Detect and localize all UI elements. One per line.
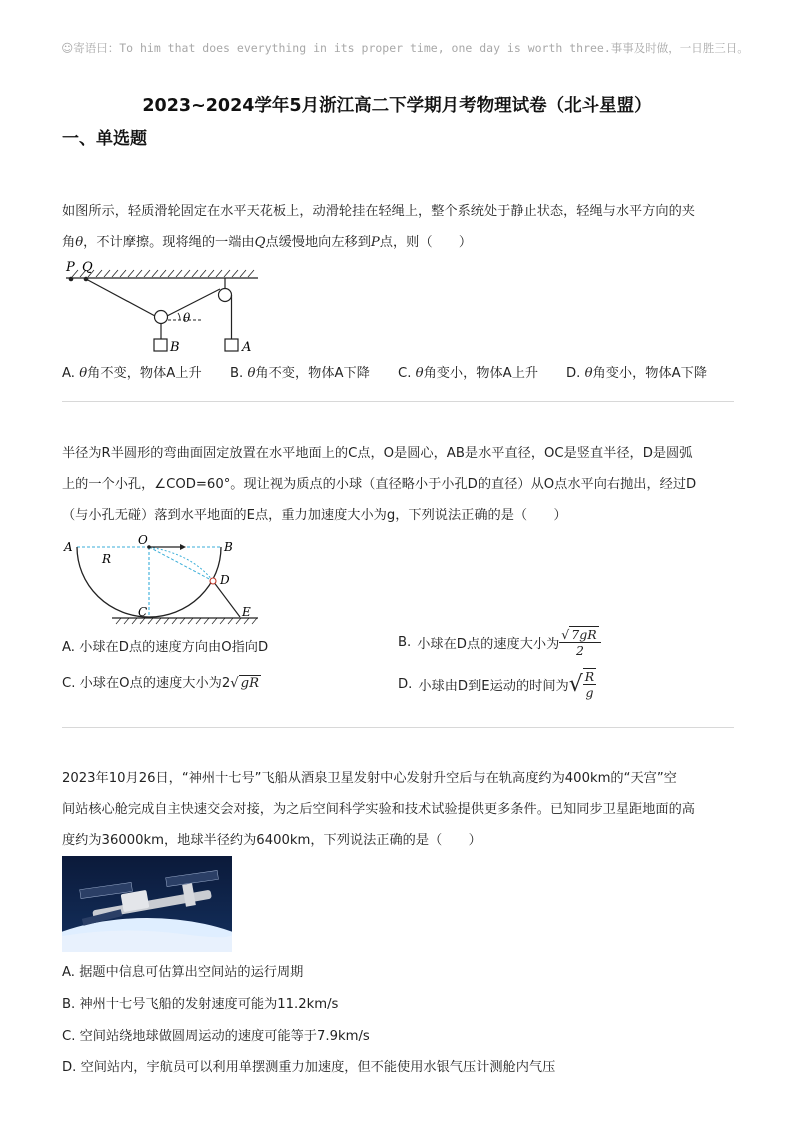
label-q: Q — [82, 260, 93, 275]
q2-option-a[interactable]: A. 小球在D点的速度方向由O指向D — [62, 640, 269, 655]
q3-option-b[interactable]: B. 神州十七号飞船的发射速度可能为11.2km/s — [62, 997, 339, 1012]
label-theta: θ — [183, 311, 191, 325]
section-heading: 一、单选题 — [62, 129, 147, 149]
label-a: A — [242, 340, 252, 355]
divider — [62, 401, 734, 402]
divider — [62, 727, 734, 728]
q1-option-a[interactable]: A. θ角不变，物体A上升 — [62, 366, 202, 381]
q2-option-d[interactable]: D. 小球由D到E运动的时间为 √ $\frac{R}{g}$ — [398, 669, 595, 700]
q2-option-b[interactable]: B. 小球在D点的速度大小为 $\frac{√ 7gR}{2}$ — [398, 626, 601, 658]
q3-option-a[interactable]: A. 据题中信息可估算出空间站的运行周期 — [62, 965, 304, 980]
pulley-figure — [62, 256, 262, 356]
question-2-stem: 半径为R半圆形的弯曲面固定放置在水平地面上的C点，O是圆心，AB是水平直径，OC是竖直半径，D是圆弧 上的一个小孔，∠COD=60°。现让视为质点的小球（直径略小于小孔D的直径）从O点水平向右抛出，经过D （与小孔无碰）落到水平地面的E点，重力加速度大小为g，下列说法正确的是（ ） — [62, 446, 697, 523]
label-c: C — [138, 605, 148, 619]
page-title: 2023~2024学年5月浙江高二下学期月考物理试卷（北斗星盟） — [142, 96, 652, 116]
q1-option-b[interactable]: B. θ角不变，物体A下降 — [230, 366, 370, 381]
label-a: A — [64, 540, 73, 554]
motto-text: ☺寄语曰：To him that does everything in its proper time, one day is worth three.事事及时做，一日胜三日。 — [61, 41, 749, 55]
semicircle-figure — [62, 532, 262, 630]
label-o: O — [138, 533, 148, 547]
smile-icon: ☺ — [61, 41, 74, 55]
q1-option-d[interactable]: D. θ角变小，物体A下降 — [566, 366, 708, 381]
q2-option-c[interactable]: C. 小球在O点的速度大小为2√ gR — [62, 676, 260, 691]
label-b: B — [170, 340, 180, 355]
label-p: P — [66, 260, 75, 275]
label-b: B — [224, 540, 233, 554]
question-3-stem: 2023年10月26日，“神州十七号”飞船从酒泉卫星发射中心发射升空后与在轨高度约为400km的“天宫”空 间站核心舱完成自主快速交会对接，为之后空间科学实验和技术试验提供更多条件。已知同步卫星距地面的高 度约为36000km，地球半径约为6400km，下列说法正确的是（ ） — [62, 771, 695, 848]
label-d: D — [220, 573, 230, 587]
q1-option-c[interactable]: C. θ角变小，物体A上升 — [398, 366, 539, 381]
label-e: E — [242, 605, 251, 619]
label-r: R — [102, 552, 112, 566]
q3-option-c[interactable]: C. 空间站绕地球做圆周运动的速度可能等于7.9km/s — [62, 1029, 370, 1044]
question-1-stem: 如图所示，轻质滑轮固定在水平天花板上，动滑轮挂在轻绳上，整个系统处于静止状态，轻绳与水平方向的夹 角θ，不计摩擦。现将绳的一端由Q点缓慢地向左移到P点，则（ ） — [62, 204, 695, 250]
q3-option-d[interactable]: D. 空间站内，宇航员可以利用单摆测重力加速度，但不能使用水银气压计测舱内气压 — [62, 1060, 556, 1075]
space-station-photo — [62, 856, 232, 952]
